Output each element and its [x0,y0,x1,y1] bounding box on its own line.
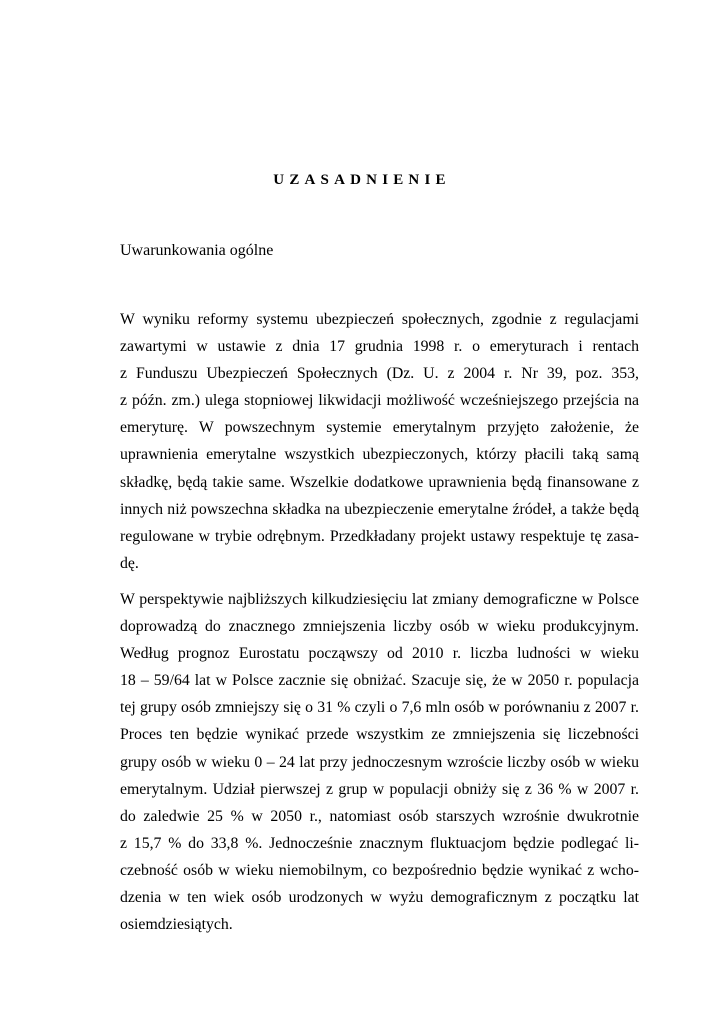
paragraph-line: tej grupy osób zmniejszy się o 31 % czyli o 7,6 mln osób w porównaniu z 2007 r. [120,699,639,717]
paragraph-demography [120,586,639,938]
paragraph-line: 18 – 59/64 lat w Polsce zacznie się obniżać. Szacuje się, że w 2050 r. populacja [120,672,639,690]
paragraph-line: osiemdziesiątych. [120,916,233,934]
paragraph-line: do zaledwie 25 % w 2050 r., natomiast osób starszych wzrośnie dwukrotnie [120,807,639,825]
paragraph-line: dę. [120,554,139,572]
paragraph-line: W perspektywie najbliższych kilkudziesięciu lat zmiany demograficzne w Polsce [120,591,639,608]
paragraph-line: innych niż powszechna składka na ubezpieczenie emerytalne źródeł, a także będą [120,500,639,518]
paragraph-line: grupy osób w wieku 0 – 24 lat przy jednoczesnym wzroście liczby osób w wieku [120,753,639,771]
document-title: UZASADNIENIE [273,172,451,188]
paragraph-line: emerytalnym. Udział pierwszej z grup w populacji obniży się z 36 % w 2007 r. [120,780,639,798]
paragraph-line: Według prognoz Eurostatu począwszy od 2010 r. liczba ludności w wieku [120,645,639,663]
section-heading: Uwarunkowania ogólne [120,242,274,259]
paragraph-line: dzenia w ten wiek osób urodzonych w wyżu demograficznym z początku lat [120,889,639,907]
paragraph-reform [120,306,639,577]
paragraph-line: czebność osób w wieku niemobilnym, co bezpośrednio będzie wynikać z wcho- [120,861,639,879]
paragraph-line: regulowane w trybie odrębnym. Przedkładany projekt ustawy respektuje tę zasa- [120,527,639,545]
paragraph-line: składkę, będą takie same. Wszelkie dodatkowe uprawnienia będą finansowane z [120,473,639,491]
paragraph-line: W wyniku reformy systemu ubezpieczeń społecznych, zgodnie z regulacjami [120,311,639,328]
paragraph-line: z 15,7 % do 33,8 %. Jednocześnie znacznym fluktuacjom będzie podlegać li- [120,834,639,852]
paragraph-line: emeryturę. W powszechnym systemie emerytalnym przyjęto założenie, że [120,419,639,437]
paragraph-line: Proces ten będzie wynikać przede wszystkim ze zmniejszenia się liczebności [120,726,639,744]
paragraph-line: z Funduszu Ubezpieczeń Społecznych (Dz. U. z 2004 r. Nr 39, poz. 353, [120,365,639,383]
paragraph-line: z późn. zm.) ulega stopniowej likwidacji możliwość wcześniejszego przejścia na [120,392,639,410]
paragraph-line: uprawnienia emerytalne wszystkich ubezpieczonych, którzy płacili taką samą [120,446,639,464]
paragraph-line: zawartymi w ustawie z dnia 17 grudnia 1998 r. o emeryturach i rentach [120,338,639,356]
paragraph-line: doprowadzą do znacznego zmniejszenia liczby osób w wieku produkcyjnym. [120,618,639,636]
